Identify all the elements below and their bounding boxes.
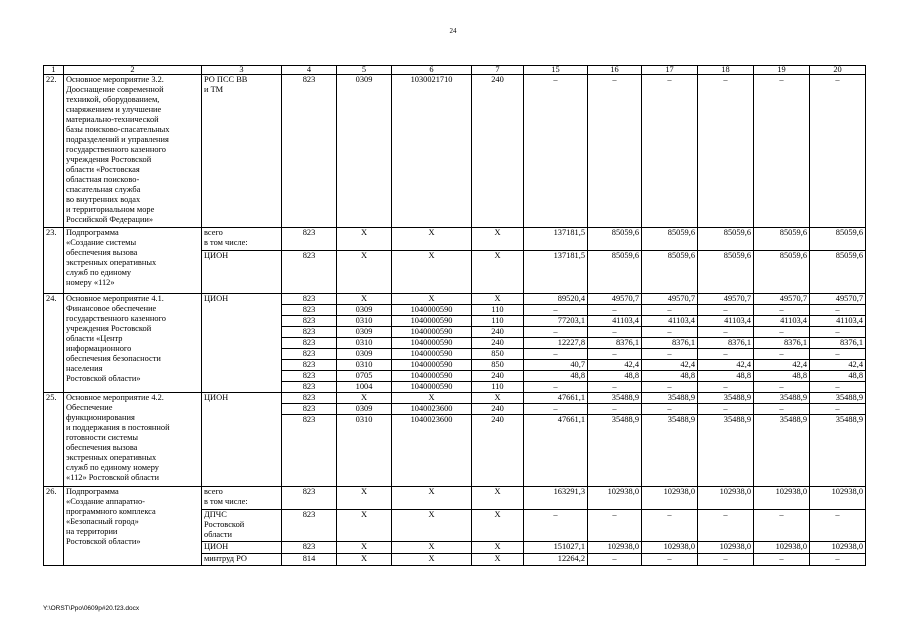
text-line: населения [66,364,103,373]
text-line: Дооснащение современной [66,85,164,94]
cell-value: – [588,554,642,566]
budget-table [43,65,866,566]
cell-value: 102938,0 [698,487,754,510]
cell-value: 8376,1 [754,338,810,349]
cell-section-code: X [337,228,392,251]
table-row [44,487,866,510]
cell-value: – [810,554,866,566]
cell-value: – [524,305,588,316]
cell-section-code: X [337,554,392,566]
cell-value: 49570,7 [810,294,866,305]
executor [202,393,282,487]
text-line: в том числе: [204,238,248,247]
cell-value: – [754,75,810,228]
cell-value: – [524,75,588,228]
text-line: обеспечения безопасности [66,354,161,363]
text-line: базы поисково-спасательных [66,125,170,134]
cell-value: – [698,349,754,360]
executor [202,554,282,566]
text-line: всего [204,487,223,496]
cell-expense-type: 240 [472,415,524,487]
header-cell: 15 [524,66,588,75]
cell-value: – [588,404,642,415]
text-line: ЦИОН [204,542,229,551]
text-line: во внутренних водах [66,195,141,204]
executor [202,228,282,251]
text-line: минтруд РО [204,554,247,563]
cell-value: 85059,6 [810,228,866,251]
cell-value: 85059,6 [588,228,642,251]
cell-target-code: X [392,228,472,251]
cell-value: – [754,327,810,338]
measure-name [64,294,202,393]
text-line: учреждения Ростовской [66,155,152,164]
cell-section-code: 0310 [337,360,392,371]
row-number: 22. [44,75,64,228]
executor [202,294,282,393]
cell-target-code: X [392,251,472,294]
cell-value: 35488,9 [810,393,866,404]
cell-value: 35488,9 [810,415,866,487]
cell-value: – [698,404,754,415]
cell-ministry-code: 823 [282,393,337,404]
cell-expense-type: X [472,393,524,404]
cell-value: – [810,305,866,316]
cell-value: – [524,510,588,542]
row-number: 25. [44,393,64,487]
cell-value: 42,4 [642,360,698,371]
cell-expense-type: 110 [472,305,524,316]
cell-value: 85059,6 [642,251,698,294]
row-number: 26. [44,487,64,566]
text-line: подразделений и управления [66,135,169,144]
cell-section-code: 0309 [337,349,392,360]
cell-ministry-code: 823 [282,305,337,316]
cell-expense-type: 240 [472,371,524,382]
cell-value: 102938,0 [588,487,642,510]
text-line: государственного казенного [66,145,166,154]
cell-value: – [524,404,588,415]
cell-target-code: 1030021710 [392,75,472,228]
cell-target-code: X [392,393,472,404]
cell-value: 48,8 [810,371,866,382]
cell-ministry-code: 823 [282,415,337,487]
cell-section-code: 0309 [337,305,392,316]
cell-ministry-code: 823 [282,349,337,360]
text-line: экстренных оперативных [66,258,157,267]
cell-value: – [698,510,754,542]
executor [202,487,282,510]
cell-value: – [810,75,866,228]
text-line: «112» Ростовской области [66,473,160,482]
text-line: государственного казенного [66,314,166,323]
cell-value: 102938,0 [754,487,810,510]
header-cell: 20 [810,66,866,75]
cell-expense-type: 240 [472,75,524,228]
text-line: области «Центр [66,334,123,343]
cell-ministry-code: 823 [282,487,337,510]
cell-target-code: 1040000590 [392,316,472,327]
cell-section-code: X [337,294,392,305]
cell-value: – [698,305,754,316]
text-line: снаряжением и улучшение [66,105,162,114]
cell-value: – [588,305,642,316]
cell-value: 85059,6 [588,251,642,294]
text-line: информационного [66,344,132,353]
cell-section-code: 1004 [337,382,392,393]
text-line: техникой, оборудованием, [66,95,160,104]
executor [202,542,282,554]
cell-value: – [524,349,588,360]
cell-value: 48,8 [524,371,588,382]
cell-value: – [810,349,866,360]
cell-value: 35488,9 [754,393,810,404]
cell-expense-type: X [472,542,524,554]
cell-value: 41103,4 [754,316,810,327]
row-number: 23. [44,228,64,294]
cell-value: – [524,382,588,393]
cell-value: 41103,4 [588,316,642,327]
cell-value: 85059,6 [754,251,810,294]
cell-value: – [754,382,810,393]
cell-value: 102938,0 [810,542,866,554]
text-line: Ростовской области» [66,537,141,546]
cell-section-code: 0310 [337,316,392,327]
cell-expense-type: 110 [472,316,524,327]
cell-target-code: 1040000590 [392,305,472,316]
cell-value: 49570,7 [588,294,642,305]
cell-expense-type: 240 [472,327,524,338]
cell-value: – [642,327,698,338]
cell-value: 85059,6 [698,228,754,251]
table-row [44,294,866,305]
cell-value: 47661,1 [524,415,588,487]
cell-value: 35488,9 [698,393,754,404]
cell-target-code: 1040023600 [392,404,472,415]
cell-section-code: 0310 [337,338,392,349]
text-line: области [204,530,232,539]
text-line: и ТМ [204,85,224,94]
text-line: обеспечения вызова [66,248,138,257]
cell-target-code: 1040000590 [392,338,472,349]
cell-target-code: 1040000590 [392,371,472,382]
cell-value: 77203,1 [524,316,588,327]
text-line: Ростовской области» [66,374,141,383]
cell-ministry-code: 823 [282,316,337,327]
cell-value: 48,8 [642,371,698,382]
text-line: «Создание аппаратно- [66,497,145,506]
cell-value: 12227,8 [524,338,588,349]
text-line: и территориальном море [66,205,155,214]
text-line: функционирования [66,413,135,422]
cell-expense-type: 850 [472,349,524,360]
cell-value: 8376,1 [698,338,754,349]
cell-value: 48,8 [754,371,810,382]
header-cell: 1 [44,66,64,75]
cell-value: 47661,1 [524,393,588,404]
text-line: и поддержания в постоянной [66,423,170,432]
text-line: в том числе: [204,497,248,506]
executor [202,510,282,542]
cell-value: – [754,510,810,542]
cell-target-code: 1040000590 [392,360,472,371]
cell-target-code: X [392,554,472,566]
cell-target-code: X [392,542,472,554]
cell-value: 85059,6 [642,228,698,251]
measure-name [64,487,202,566]
cell-section-code: 0310 [337,415,392,487]
text-line: ЦИОН [204,251,229,260]
text-line: спасательная служба [66,185,141,194]
text-line: Основное мероприятие 3.2. [66,75,164,84]
cell-expense-type: X [472,251,524,294]
cell-value: – [588,510,642,542]
executor [202,75,282,228]
measure-name [64,393,202,487]
text-line: областная поисково- [66,175,140,184]
cell-value: 48,8 [588,371,642,382]
cell-value: – [698,382,754,393]
cell-value: – [642,305,698,316]
cell-value: – [698,554,754,566]
cell-value: – [642,382,698,393]
cell-ministry-code: 823 [282,360,337,371]
measure-name [64,75,202,228]
cell-target-code: 1040000590 [392,327,472,338]
cell-value: 85059,6 [698,251,754,294]
header-cell: 2 [64,66,202,75]
cell-value: – [642,510,698,542]
cell-expense-type: 240 [472,338,524,349]
cell-value: 151027,1 [524,542,588,554]
cell-value: 49570,7 [642,294,698,305]
cell-value: – [642,349,698,360]
page-number: 24 [449,27,457,35]
cell-value: 12264,2 [524,554,588,566]
measure-name [64,228,202,294]
cell-target-code: X [392,487,472,510]
cell-ministry-code: 823 [282,228,337,251]
cell-value: – [810,382,866,393]
cell-target-code: X [392,294,472,305]
text-line: программного комплекса [66,507,156,516]
cell-value: – [642,404,698,415]
text-line: Подпрограмма [66,228,119,237]
cell-value: 163291,3 [524,487,588,510]
cell-value: 35488,9 [588,415,642,487]
file-path-footer: Y:\ORST\Ppo\0609p#20.f23.docx [43,605,140,612]
cell-section-code: 0705 [337,371,392,382]
header-cell: 3 [202,66,282,75]
cell-value: 137181,5 [524,228,588,251]
cell-value: – [754,305,810,316]
cell-value: 102938,0 [810,487,866,510]
cell-value: 49570,7 [754,294,810,305]
text-line: «Безопасный город» [66,517,139,526]
header-cell: 6 [392,66,472,75]
cell-section-code: 0309 [337,327,392,338]
text-line: Российской Федерации» [66,215,154,224]
text-line: «Создание системы [66,238,137,247]
text-line: Ростовской [204,520,245,529]
header-cell: 19 [754,66,810,75]
cell-expense-type: 240 [472,404,524,415]
text-line: Финансовое обеспечение [66,304,157,313]
cell-value: 42,4 [588,360,642,371]
cell-value: – [642,554,698,566]
cell-value: 85059,6 [754,228,810,251]
text-line: ЦИОН [204,393,229,402]
text-line: Подпрограмма [66,487,119,496]
cell-value: 35488,9 [698,415,754,487]
cell-value: – [754,404,810,415]
cell-ministry-code: 823 [282,75,337,228]
cell-value: 102938,0 [642,487,698,510]
cell-target-code: 1040000590 [392,349,472,360]
cell-ministry-code: 823 [282,510,337,542]
text-line: материально-технической [66,115,159,124]
cell-value: – [588,382,642,393]
cell-value: – [642,75,698,228]
cell-value: 137181,5 [524,251,588,294]
header-row [44,66,866,75]
cell-value: 8376,1 [642,338,698,349]
cell-value: 102938,0 [642,542,698,554]
header-cell: 7 [472,66,524,75]
cell-value: 85059,6 [810,251,866,294]
cell-section-code: X [337,393,392,404]
cell-ministry-code: 823 [282,404,337,415]
text-line: служб по единому номеру [66,463,159,472]
cell-section-code: X [337,251,392,294]
cell-value: 35488,9 [754,415,810,487]
cell-value: – [588,75,642,228]
text-line: РО ПСС ВВ [204,75,248,84]
cell-section-code: 0309 [337,404,392,415]
cell-value: – [810,404,866,415]
cell-value: – [754,554,810,566]
text-line: ЦИОН [204,294,229,303]
cell-value: 8376,1 [588,338,642,349]
cell-section-code: X [337,510,392,542]
cell-value: – [588,349,642,360]
cell-value: – [810,327,866,338]
cell-value: 49570,7 [698,294,754,305]
cell-ministry-code: 823 [282,327,337,338]
cell-section-code: X [337,487,392,510]
cell-value: 35488,9 [642,415,698,487]
text-line: Основное мероприятие 4.2. [66,393,164,402]
header-cell: 16 [588,66,642,75]
cell-expense-type: 850 [472,360,524,371]
cell-ministry-code: 823 [282,382,337,393]
cell-target-code: 1040000590 [392,382,472,393]
table-row [44,75,866,228]
header-cell: 17 [642,66,698,75]
cell-ministry-code: 823 [282,338,337,349]
header-cell: 5 [337,66,392,75]
text-line: служб по единому [66,268,132,277]
cell-value: – [698,75,754,228]
cell-value: 102938,0 [698,542,754,554]
cell-value: – [810,510,866,542]
cell-value: 35488,9 [642,393,698,404]
text-line: готовности системы [66,433,139,442]
cell-value: 41103,4 [642,316,698,327]
cell-section-code: X [337,542,392,554]
table-row [44,393,866,404]
cell-expense-type: X [472,294,524,305]
cell-value: 48,8 [698,371,754,382]
text-line: области «Ростовская [66,165,140,174]
cell-value: 102938,0 [754,542,810,554]
cell-expense-type: X [472,510,524,542]
cell-value: 35488,9 [588,393,642,404]
cell-ministry-code: 823 [282,251,337,294]
text-line: номеру «112» [66,278,115,287]
cell-value: – [588,327,642,338]
cell-value: 42,4 [810,360,866,371]
cell-expense-type: X [472,228,524,251]
cell-expense-type: 110 [472,382,524,393]
executor [202,251,282,294]
cell-value: 102938,0 [588,542,642,554]
cell-section-code: 0309 [337,75,392,228]
cell-ministry-code: 814 [282,554,337,566]
cell-expense-type: X [472,487,524,510]
cell-expense-type: X [472,554,524,566]
cell-value: – [524,327,588,338]
cell-value: – [754,349,810,360]
cell-value: 41103,4 [810,316,866,327]
cell-target-code: 1040023600 [392,415,472,487]
cell-target-code: X [392,510,472,542]
cell-value: 89520,4 [524,294,588,305]
text-line: обеспечения вызова [66,443,138,452]
text-line: ДПЧС [204,510,227,519]
cell-value: 8376,1 [810,338,866,349]
cell-ministry-code: 823 [282,371,337,382]
cell-value: – [698,327,754,338]
header-cell: 18 [698,66,754,75]
text-line: экстренных оперативных [66,453,157,462]
cell-value: 42,4 [754,360,810,371]
cell-ministry-code: 823 [282,542,337,554]
header-cell: 4 [282,66,337,75]
cell-value: 40,7 [524,360,588,371]
text-line: Основное мероприятие 4.1. [66,294,164,303]
cell-ministry-code: 823 [282,294,337,305]
row-number: 24. [44,294,64,393]
cell-value: 41103,4 [698,316,754,327]
text-line: на территории [66,527,118,536]
cell-value: 42,4 [698,360,754,371]
text-line: Обеспечение [66,403,113,412]
text-line: всего [204,228,223,237]
text-line: учреждения Ростовской [66,324,152,333]
table-row [44,228,866,251]
